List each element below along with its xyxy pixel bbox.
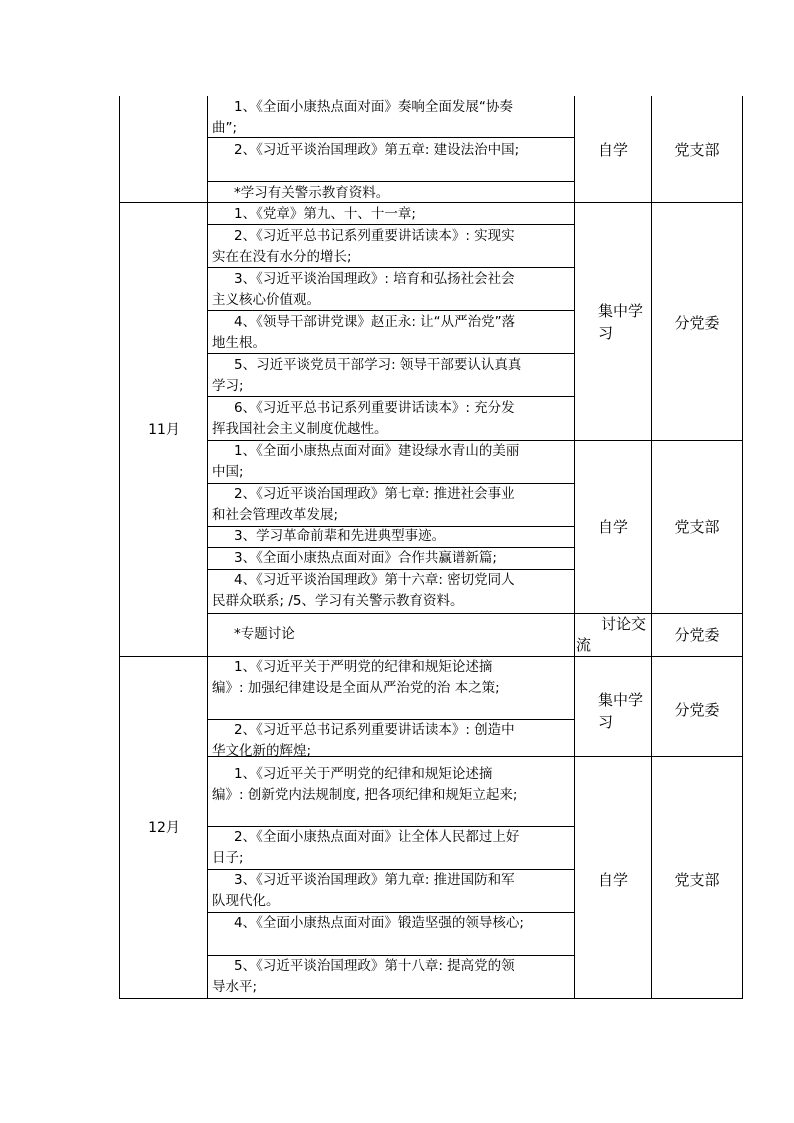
month-label: 12月 — [148, 820, 180, 836]
study-item: 2、《习近平谈治国理政》第七章: 推进社会事业 和社会管理改革发展; — [212, 486, 515, 523]
study-item: 1、《党章》第九、十、十一章; — [234, 206, 416, 222]
study-item: 1、《全面小康热点面对面》建设绿水青山的美丽 中国; — [212, 443, 520, 480]
study-item: 4、《习近平谈治国理政》第十六章: 密切党同人 民群众联系; /5、学习有关警示教育资料。 — [212, 572, 515, 609]
organizer: 党支部 — [674, 871, 720, 889]
table-divider-content — [574, 96, 575, 999]
study-item: 2、《习近平谈治国理政》第五章: 建设法治中国; — [234, 142, 520, 158]
organizer: 分党委 — [674, 314, 720, 332]
study-method: 自学 — [597, 871, 628, 889]
study-item: 2、《习近平总书记系列重要讲话读本》: 实现实 实在在没有水分的增长; — [212, 228, 515, 265]
study-item: *专题讨论 — [234, 626, 295, 642]
study-item: 4、《领导干部讲党课》赵正永: 让“从严治党”落 地生根。 — [212, 314, 516, 351]
study-item: 3、《习近平谈治国理政》: 培育和弘扬社会社会 主义核心价值观。 — [212, 271, 515, 308]
study-method: 集中学习 — [598, 302, 644, 342]
table-border-right — [742, 96, 743, 999]
organizer: 分党委 — [674, 626, 720, 644]
study-item: 5、《习近平谈治国理政》第十八章: 提高党的领 导水平; — [212, 958, 515, 995]
study-item: 2、《习近平总书记系列重要讲话读本》: 创造中 华文化新的辉煌; — [212, 722, 515, 759]
study-item: 1、《全面小康热点面对面》奏响全面发展“协奏 曲”; — [212, 99, 513, 136]
study-item: 3、《习近平谈治国理政》第九章: 推进国防和军 队现代化。 — [212, 872, 515, 909]
study-method: 集中学习 — [598, 691, 644, 731]
organizer: 党支部 — [674, 141, 720, 159]
group-separator — [207, 613, 743, 614]
organizer: 党支部 — [674, 518, 720, 536]
study-method: 讨论交流 — [576, 615, 647, 654]
study-item: *学习有关警示教育资料。 — [234, 185, 390, 201]
study-item: 1、《习近平关于严明党的纪律和规矩论述摘 编》: 创新党内法规制度, 把各项纪律和规矩立起来; — [212, 766, 518, 803]
table-border-left — [119, 96, 120, 999]
table-divider-method — [651, 96, 652, 999]
study-method: 自学 — [597, 141, 628, 159]
organizer: 分党委 — [674, 701, 720, 719]
study-item: 4、《全面小康热点面对面》锻造坚强的领导核心; — [234, 915, 524, 931]
study-item: 3、学习革命前辈和先进典型事迹。 — [234, 528, 446, 544]
study-item: 2、《全面小康热点面对面》让全体人民都过上好 日子; — [212, 829, 520, 866]
item-separator — [207, 181, 574, 182]
table-border-bottom — [119, 998, 743, 999]
study-item: 5、习近平谈党员干部学习: 领导干部要认认真真 学习; — [212, 357, 522, 394]
month-label: 11月 — [148, 422, 180, 438]
study-item: 3、《全面小康热点面对面》合作共赢谱新篇; — [234, 550, 497, 566]
study-item: 1、《习近平关于严明党的纪律和规矩论述摘 编》: 加强纪律建设是全面从严治党的治 本之策; — [212, 659, 500, 696]
study-item: 6、《习近平总书记系列重要讲话读本》: 充分发 挥我国社会主义制度优越性。 — [212, 400, 515, 437]
study-method: 自学 — [597, 518, 628, 536]
